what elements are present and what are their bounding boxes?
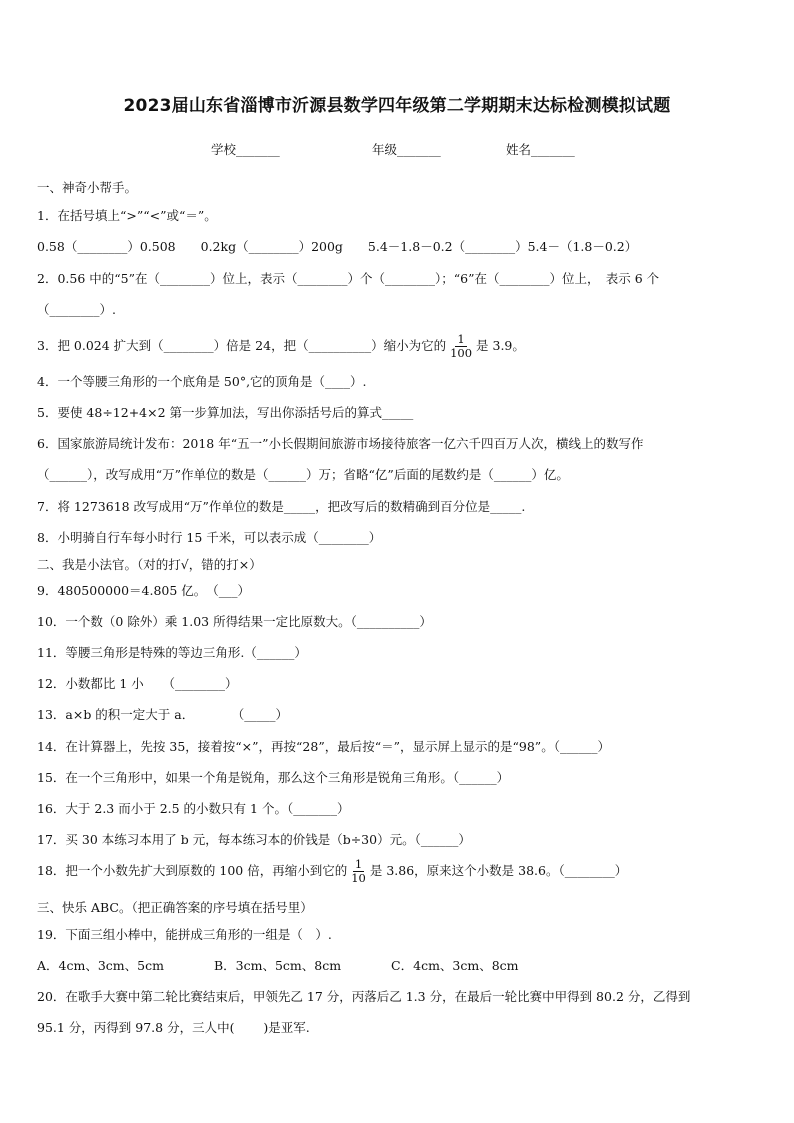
question-16: 16．大于 2.3 而小于 2.5 的小数只有 1 个。（_______） xyxy=(37,801,350,816)
question-1-items: 0.58（________）0.508 0.2kg（________）200g 5.4－1.8－0.2（________）5.4－（1.8－0.2） xyxy=(37,239,638,254)
question-7: 7．将 1273618 改写成用“万”作单位的数是_____，把改写后的数精确到百分位是_____. xyxy=(37,499,526,514)
name-field: 姓名_______ xyxy=(506,142,575,157)
question-2-cont: （________）. xyxy=(37,302,116,317)
section-1-heading: 一、神奇小帮手。 xyxy=(37,180,138,195)
fraction-one-tenth xyxy=(349,858,368,885)
question-12: 12．小数都比 1 小 （________） xyxy=(37,676,238,691)
school-field: 学校_______ xyxy=(211,142,280,157)
question-9: 9．480500000＝4.805 亿。 （___） xyxy=(37,583,251,598)
section-2-heading: 二、我是小法官。（对的打√，错的打×） xyxy=(37,557,262,572)
question-8: 8．小明骑自行车每小时行 15 千米，可以表示成（________） xyxy=(37,530,382,545)
question-18-text-end: 是 3.86，原来这个小数是 38.6。（________） xyxy=(369,863,628,878)
question-19: 19．下面三组小棒中，能拼成三角形的一组是（ ）. xyxy=(37,927,332,942)
question-10: 10．一个数（0 除外）乘 1.03 所得结果一定比原数大。（__________） xyxy=(37,614,432,629)
fraction-numerator: 1 xyxy=(457,332,465,346)
question-18 xyxy=(37,857,764,885)
question-20-cont: 95.1 分，丙得到 97.8 分，三人中( )是亚军. xyxy=(37,1020,310,1035)
section-3-heading: 三、快乐 ABC。（把正确答案的序号填在括号里） xyxy=(37,900,313,915)
grade-field: 年级_______ xyxy=(372,142,441,157)
question-20: 20．在歌手大赛中第二轮比赛结束后，甲领先乙 17 分，丙落后乙 1.3 分，在最后一轮比赛中甲得到 80.2 分，乙得到 xyxy=(37,989,691,1004)
question-3-text-end: 是 3.9。 xyxy=(476,338,525,353)
question-4: 4．一个等腰三角形的一个底角是 50°,它的顶角是（____）. xyxy=(37,374,367,389)
question-1: 1．在括号填上“>”“<”或“＝”。 xyxy=(37,208,217,223)
question-14: 14．在计算器上，先按 35，接着按“×”，再按“28”，最后按“＝”，显示屏上显示的是“98”。（______） xyxy=(37,739,610,754)
fraction-denominator: 10 xyxy=(351,871,366,885)
question-3-text: 3．把 0.024 扩大到（________）倍是 24，把（__________）缩小为它的 xyxy=(37,338,447,353)
page-title: 2023届山东省淄博市沂源县数学四年级第二学期期末达标检测模拟试题 xyxy=(123,96,671,116)
question-11: 11．等腰三角形是特殊的等边三角形.（______） xyxy=(37,645,307,660)
question-6-cont: （______），改写成用“万”作单位的数是（______）万；省略“亿”后面的尾数约是（______）亿。 xyxy=(37,467,569,482)
question-2: 2．0.56 中的“5”在（________）位上，表示（________）个（________）；“6”在（________）位上， 表示 6 个 xyxy=(37,271,660,286)
fraction-denominator: 100 xyxy=(450,346,473,360)
question-6: 6．国家旅游局统计发布：2018 年“五一”小长假期间旅游市场接待旅客一亿六千四百万人次，横线上的数写作 xyxy=(37,436,644,451)
question-3 xyxy=(37,332,764,360)
question-19-options: A．4cm、3cm、5cm B．3cm、5cm、8cm C．4cm、3cm、8cm xyxy=(37,958,519,973)
question-5: 5．要使 48÷12+4×2 第一步算加法，写出你添括号后的算式_____ xyxy=(37,405,414,420)
question-15: 15．在一个三角形中，如果一个角是锐角，那么这个三角形是锐角三角形。（______） xyxy=(37,770,510,785)
fraction-numerator: 1 xyxy=(354,857,363,871)
question-13: 13．a×b 的积一定大于 a． （_____） xyxy=(37,707,288,722)
fraction-one-hundredth xyxy=(448,333,474,360)
question-17: 17．买 30 本练习本用了 b 元，每本练习本的价钱是（b÷30）元。（______） xyxy=(37,832,471,847)
question-18-text: 18．把一个小数先扩大到原数的 100 倍，再缩小到它的 xyxy=(37,863,348,878)
